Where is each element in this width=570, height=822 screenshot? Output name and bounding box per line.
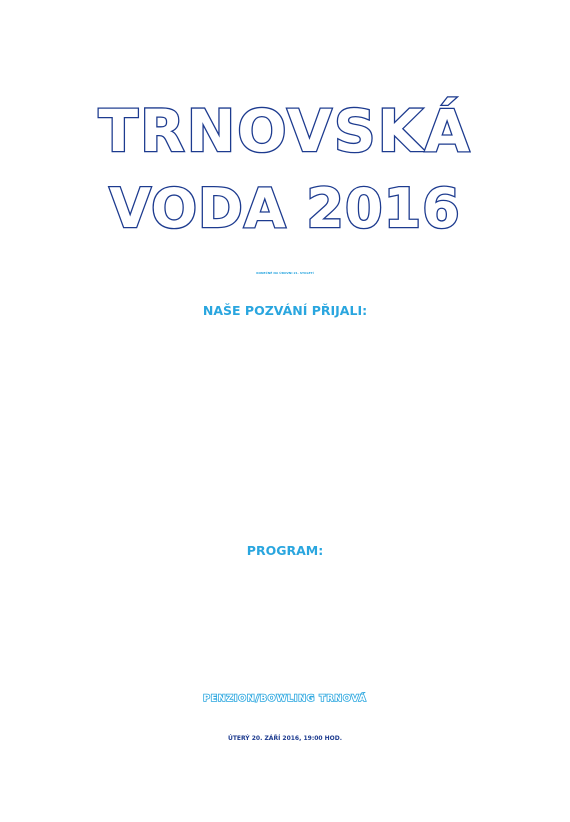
intro-line: [0, 8, 570, 25]
guest-entry: [0, 320, 570, 352]
headline-line-2: VODA 2016: [109, 177, 461, 240]
headline-line-1: TRNOVSKÁ: [98, 97, 472, 165]
guest-description: [0, 415, 570, 429]
program-item: [0, 594, 570, 612]
program-item: [0, 629, 570, 647]
guest-entry: [0, 397, 570, 429]
intro-line: [0, 42, 570, 59]
guest-list: [0, 320, 570, 514]
guest-entry: [0, 496, 570, 514]
program-item: [0, 559, 570, 577]
guests-heading: NAŠE POZVÁNÍ PŘIJALI:: [202, 303, 368, 318]
intro-line: [0, 25, 570, 42]
program-item: [0, 647, 570, 665]
guest-entry: [0, 460, 570, 478]
guest-description: [0, 446, 570, 460]
guest-entry: [0, 478, 570, 496]
program-item: [0, 577, 570, 595]
footer-note: [0, 771, 570, 787]
program-list: [0, 559, 570, 664]
subtitle: KONEČNĚ NA ÚROVNI 21. STOLETÍ: [256, 271, 314, 275]
guest-description: [0, 383, 570, 397]
program-heading: PROGRAM:: [246, 543, 324, 558]
program-item: [0, 612, 570, 630]
guest-entry: [0, 428, 570, 460]
event-datetime: ÚTERÝ 20. ZÁŘÍ 2016, 19:00 HOD.: [227, 735, 343, 742]
intro-text: [0, 8, 570, 59]
guest-description: [0, 338, 570, 352]
guest-description: [0, 370, 570, 384]
guest-entry: [0, 352, 570, 397]
venue: PENZION/BOWLING TRNOVÁ: [203, 694, 367, 704]
